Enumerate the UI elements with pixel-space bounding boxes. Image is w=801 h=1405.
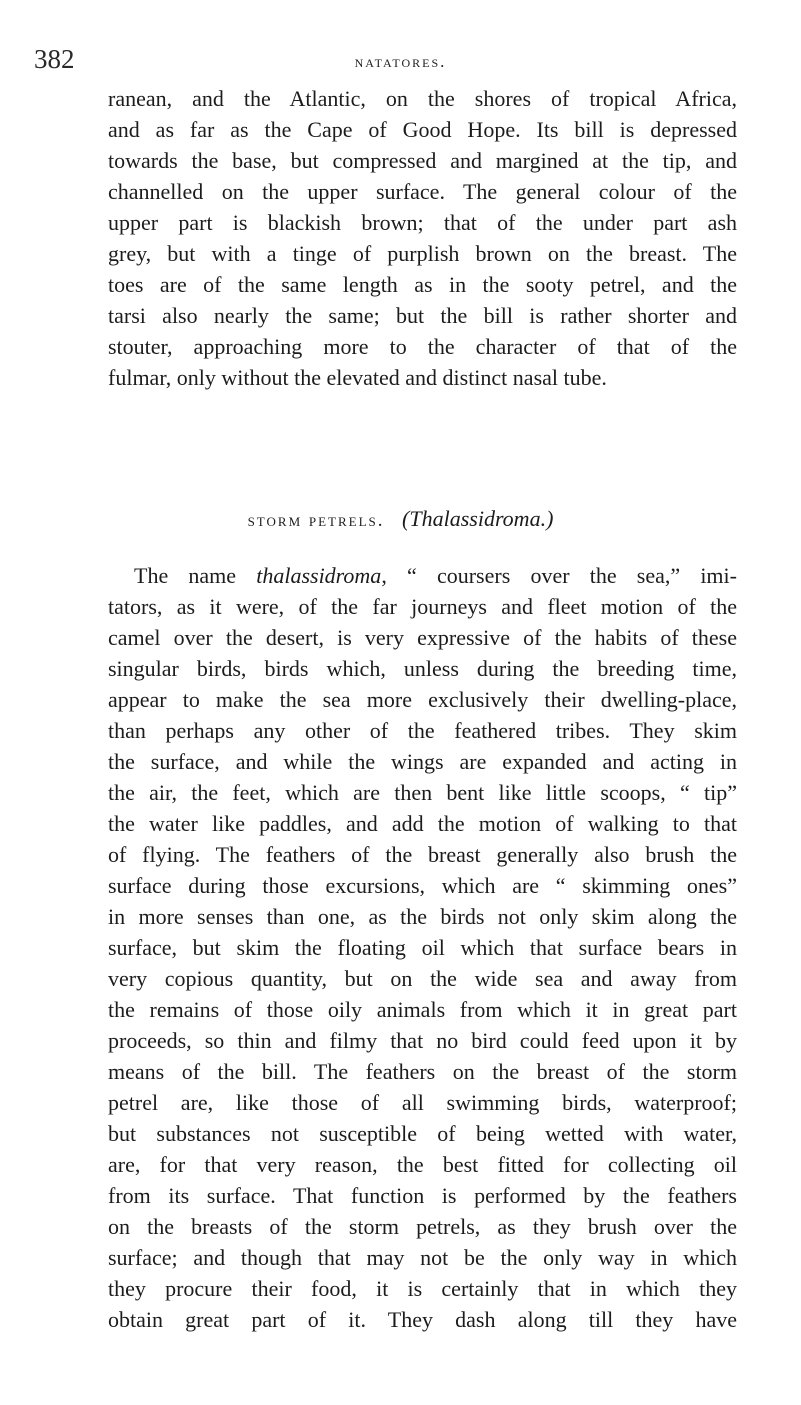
first-line-italic: thalassidroma (256, 563, 382, 588)
text-line: the surface, and while the wings are expanded and acting in (108, 749, 737, 774)
text-line: in more senses than one, as the birds not only skim along the (108, 904, 737, 929)
text-line: camel over the desert, is very expressive of the habits of these (108, 625, 737, 650)
text-line: tarsi also nearly the same; but the bill is rather shorter and (108, 303, 737, 328)
text-line: singular birds, birds which, unless during the breeding time, (108, 656, 737, 681)
text-line-first (108, 560, 737, 591)
text-line: but substances not susceptible of being wetted with water, (108, 1121, 737, 1146)
text-line: the air, the feet, which are then bent like little scoops, “ tip” (108, 780, 737, 805)
text-line: toes are of the same length as in the sooty petrel, and the (108, 272, 737, 297)
text-line: and as far as the Cape of Good Hope. Its bill is depressed (108, 117, 737, 142)
text-line: stouter, approaching more to the character of that of the (108, 334, 737, 359)
section-heading (0, 504, 801, 536)
text-line: fulmar, only without the elevated and distinct nasal tube. (108, 365, 607, 390)
first-line-prefix: The name (134, 563, 257, 588)
text-line: channelled on the upper surface. The general colour of the (108, 179, 737, 204)
text-line: proceeds, so thin and filmy that no bird could feed upon it by (108, 1028, 737, 1053)
text-line: the water like paddles, and add the motion of walking to that (108, 811, 737, 836)
text-line: appear to make the sea more exclusively their dwelling-place, (108, 687, 737, 712)
text-line: on the breasts of the storm petrels, as they brush over the (108, 1214, 737, 1239)
paragraph-2 (108, 560, 737, 1335)
text-line: the remains of those oily animals from which it in great part (108, 997, 737, 1022)
text-line: tators, as it were, of the far journeys and fleet motion of the (108, 594, 737, 619)
first-line-rest: , “ coursers over the sea,” imi- (381, 563, 737, 588)
text-line: means of the bill. The feathers on the breast of the storm (108, 1059, 737, 1084)
text-line: very copious quantity, but on the wide sea and away from (108, 966, 737, 991)
section-latin-name: (Thalassidroma.) (402, 506, 554, 531)
text-line: ranean, and the Atlantic, on the shores of tropical Africa, (108, 86, 737, 111)
text-line: grey, but with a tinge of purplish brown on the breast. The (108, 241, 737, 266)
text-line: towards the base, but compressed and margined at the tip, and (108, 148, 737, 173)
text-line: are, for that very reason, the best fitted for collecting oil (108, 1152, 737, 1177)
text-line: surface, but skim the floating oil which that surface bears in (108, 935, 737, 960)
section-title: storm petrels. (247, 510, 385, 531)
text-line: surface during those excursions, which are “ skimming ones” (108, 873, 737, 898)
text-line: surface; and though that may not be the only way in which (108, 1245, 737, 1270)
text-line: upper part is blackish brown; that of the under part ash (108, 210, 737, 235)
text-line: than perhaps any other of the feathered tribes. They skim (108, 718, 737, 743)
running-title: natatores. (354, 52, 447, 71)
text-line: petrel are, like those of all swimming birds, waterproof; (108, 1090, 737, 1115)
page-number: 382 (34, 44, 75, 74)
text-line: they procure their food, it is certainly that in which they (108, 1276, 737, 1301)
text-line: obtain great part of it. They dash along till they have (108, 1307, 737, 1332)
paragraph-1 (108, 83, 737, 393)
text-line: from its surface. That function is performed by the feathers (108, 1183, 737, 1208)
text-line: of flying. The feathers of the breast generally also brush the (108, 842, 737, 867)
